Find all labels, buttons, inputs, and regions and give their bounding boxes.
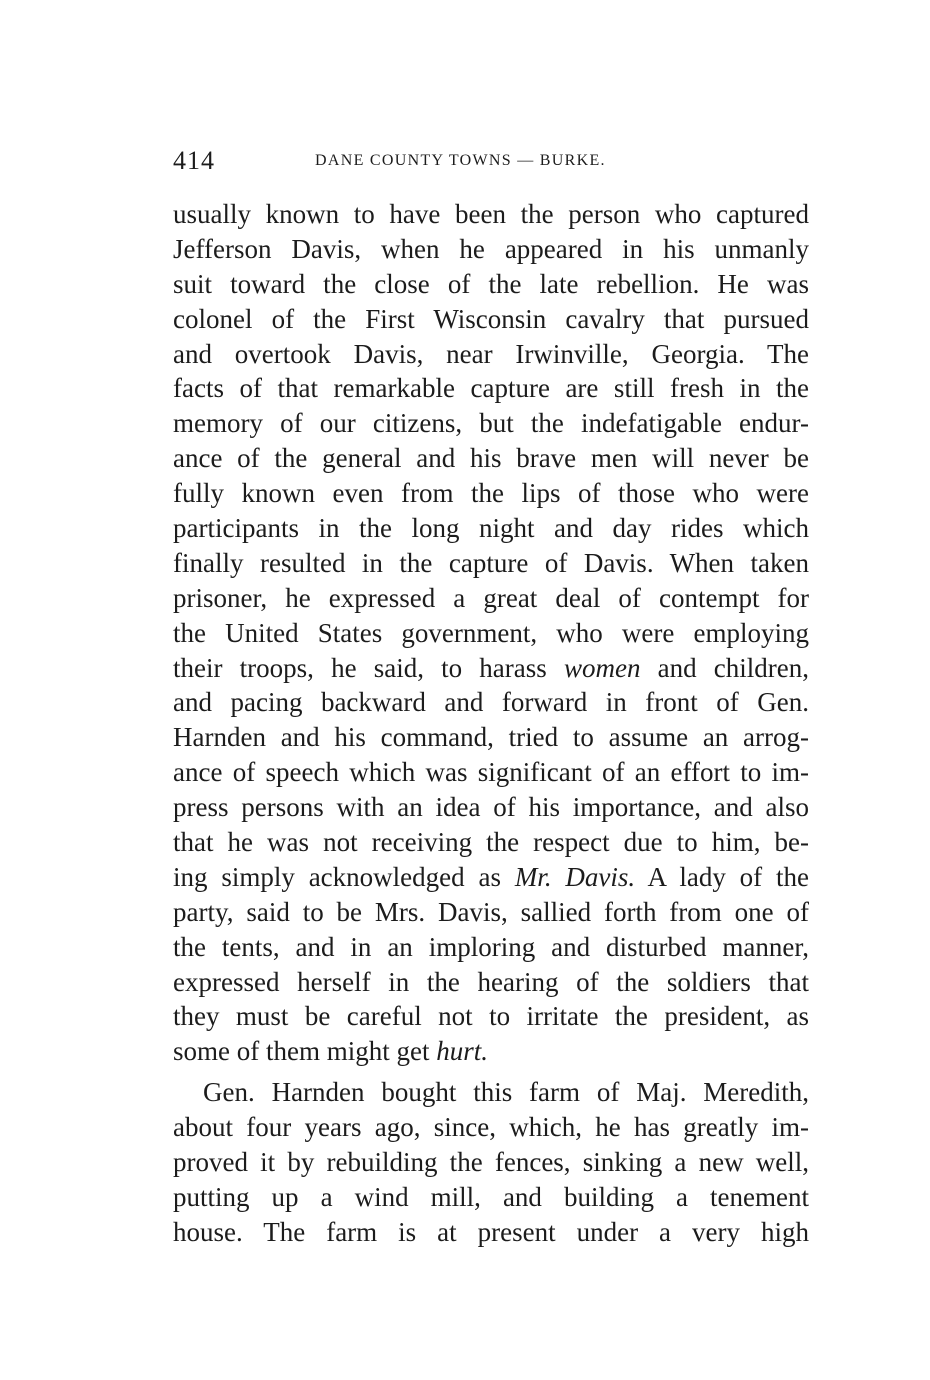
text-line: participants in the long night and day rides which bbox=[173, 513, 809, 544]
text-line: facts of that remarkable capture are still fresh in the bbox=[173, 373, 809, 404]
italic-word: hurt. bbox=[436, 1036, 488, 1067]
running-head: DANE COUNTY TOWNS — BURKE. bbox=[315, 152, 606, 169]
text-line: memory of our citizens, but the indefatigable endur- bbox=[173, 408, 809, 439]
text-line: Harnden and his command, tried to assume an arrog- bbox=[173, 722, 809, 753]
text-line: prisoner, he expressed a great deal of contempt for bbox=[173, 582, 809, 613]
text-line bbox=[173, 651, 809, 686]
text-line: and overtook Davis, near Irwinville, Georgia. The bbox=[173, 338, 809, 369]
text-line: suit toward the close of the late rebellion. He was bbox=[173, 268, 809, 299]
text-line: Gen. Harnden bought this farm of Maj. Meredith, bbox=[203, 1077, 809, 1108]
page-number: 414 bbox=[173, 146, 215, 175]
text-line bbox=[173, 1034, 809, 1069]
text-line: fully known even from the lips of those who were bbox=[173, 478, 809, 509]
text-line: they must be careful not to irritate the president, as bbox=[173, 1001, 809, 1032]
text-line: press persons with an idea of his importance, and also bbox=[173, 792, 809, 823]
text-line: usually known to have been the person who captured bbox=[173, 199, 809, 229]
text-line: ance of the general and his brave men will never be bbox=[173, 443, 809, 474]
paragraph-2 bbox=[173, 1075, 809, 1249]
text-run: ing simply acknowledged as bbox=[173, 861, 515, 892]
text-line: putting up a wind mill, and building a tenement bbox=[173, 1181, 809, 1212]
text-line: finally resulted in the capture of Davis. When taken bbox=[173, 547, 809, 578]
body-text bbox=[173, 197, 809, 1250]
page-header bbox=[173, 146, 813, 176]
text-line: about four years ago, since, which, he has greatly im- bbox=[173, 1112, 809, 1143]
text-run: A lady of the bbox=[635, 861, 809, 892]
text-line: and pacing backward and forward in front of Gen. bbox=[173, 687, 809, 718]
text-run: their troops, he said, to harass bbox=[173, 652, 564, 683]
text-line: Jefferson Davis, when he appeared in his unmanly bbox=[173, 233, 809, 264]
text-line: the tents, and in an imploring and disturbed manner, bbox=[173, 931, 809, 962]
text-line: house. The farm is at present under a very high bbox=[173, 1216, 809, 1247]
paragraph-1 bbox=[173, 197, 809, 1069]
text-line bbox=[173, 860, 809, 895]
text-line: ance of speech which was significant of an effort to im- bbox=[173, 757, 809, 788]
text-line: proved it by rebuilding the fences, sinking a new well, bbox=[173, 1147, 809, 1178]
text-line: expressed herself in the hearing of the soldiers that bbox=[173, 966, 809, 997]
text-line: that he was not receiving the respect due to him, be- bbox=[173, 827, 809, 858]
italic-word: Mr. Davis. bbox=[514, 861, 636, 892]
text-run: some of them might get bbox=[173, 1036, 437, 1067]
text-line: party, said to be Mrs. Davis, sallied forth from one of bbox=[173, 896, 809, 927]
text-line: the United States government, who were employing bbox=[173, 617, 809, 648]
text-line: colonel of the First Wisconsin cavalry that pursued bbox=[173, 303, 809, 334]
text-run: and children, bbox=[640, 652, 809, 683]
italic-word: women bbox=[563, 652, 641, 683]
